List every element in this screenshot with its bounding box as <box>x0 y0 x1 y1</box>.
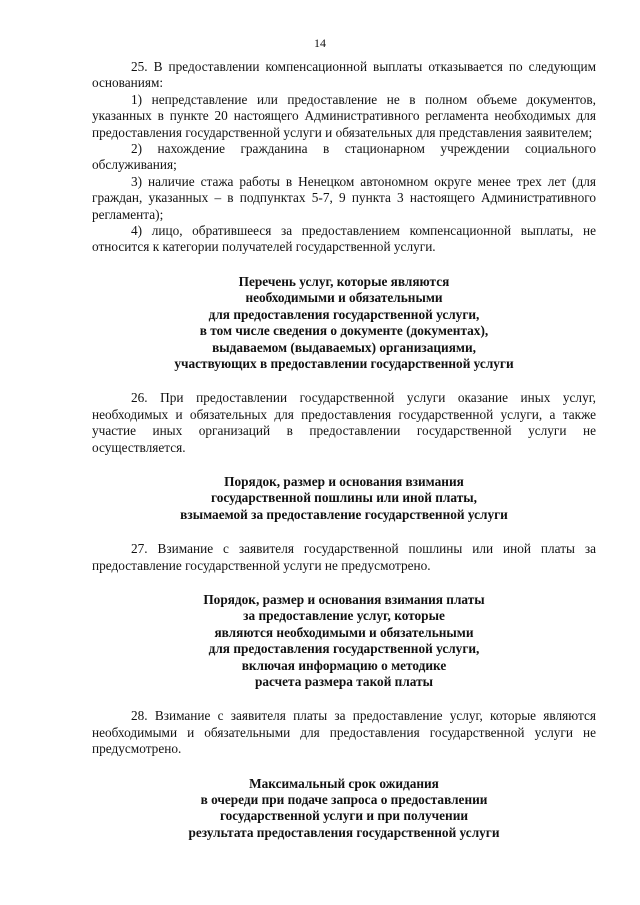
paragraph-25-item-2: 2) нахождение гражданина в стационарном учреждении социального обслуживания; <box>92 141 596 173</box>
paragraph-26: 26. При предоставлении государственной услуги оказание иных услуг, необходимых и обязательных для предоставления государственной услуги, а также участие иных организаций в предоставлении государственной услуги не осуществляется. <box>92 390 596 455</box>
paragraph-28: 28. Взимание с заявителя платы за предоставление услуг, которые являются необходимыми и обязательными для предоставления государственной услуги не предусмотрено. <box>92 708 596 757</box>
section-heading-state-fee: Порядок, размер и основания взимания государственной пошлины или иной платы, взымаемой за предоставление государственной услуги <box>180 473 508 522</box>
paragraph-25: 25. В предоставлении компенсационной выплаты отказывается по следующим основаниям: <box>92 59 596 91</box>
page-number: 14 <box>314 36 326 50</box>
paragraph-25-item-3: 3) наличие стажа работы в Ненецком автономном округе менее трех лет (для граждан, указанных – в подпунктах 5-7, 9 пункта 3 настоящего Административного регламента); <box>92 173 596 222</box>
paragraph-25-item-1: 1) непредставление или предоставление не в полном объеме документов, указанных в пункте 20 настоящего Административного регламента необходимых для предоставления государственной услуги и обязательных для представления заявителем; <box>92 91 596 140</box>
paragraph-25-item-4: 4) лицо, обратившееся за предоставлением компенсационной выплаты, не относится к категории получателей государственной услуги. <box>92 223 596 255</box>
document-body <box>92 59 596 841</box>
section-heading-service-fee: Порядок, размер и основания взимания платы за предоставление услуг, которые являются необходимыми и обязательными для предоставления государственной услуги, включая информацию о методике расчета размера такой платы <box>203 591 485 689</box>
section-heading-waiting-time: Максимальный срок ожидания в очереди при подаче запроса о предоставлении государственной услуги и при получении результата предоставления государственной услуги <box>188 775 500 840</box>
section-heading-services: Перечень услуг, которые являются необходимыми и обязательными для предоставления государственной услуги, в том числе сведения о документе (документах), выдаваемом (выдаваемых) организациями, участвующих в предоставлении государственной услуги <box>174 273 514 371</box>
paragraph-27: 27. Взимание с заявителя государственной пошлины или иной платы за предоставление государственной услуги не предусмотрено. <box>92 541 596 573</box>
